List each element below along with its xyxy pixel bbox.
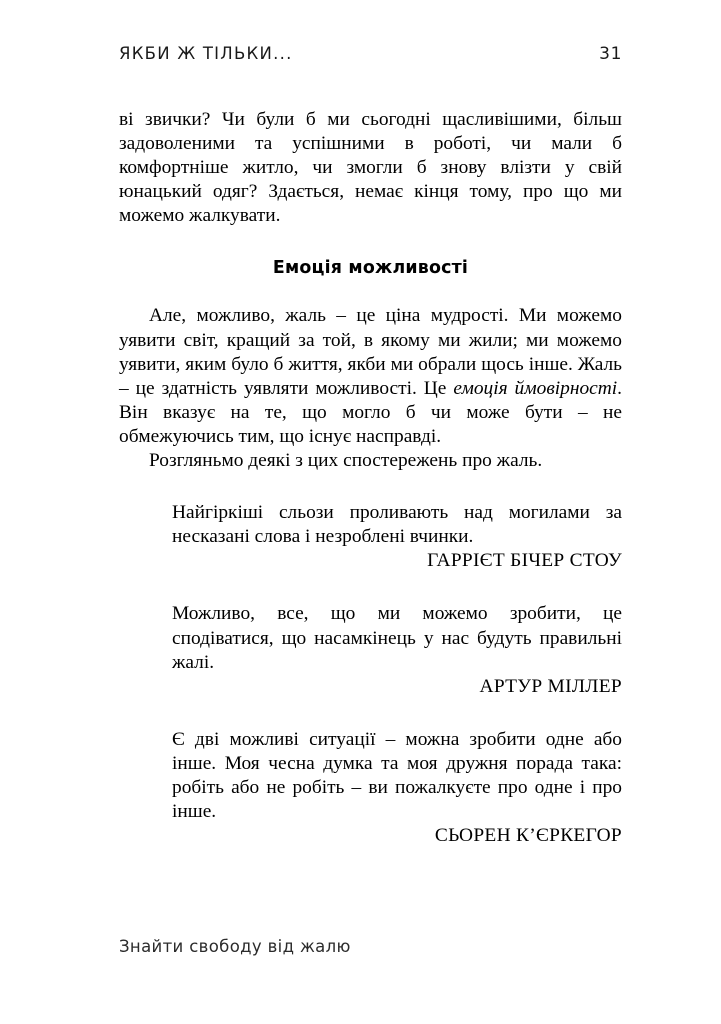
quotation-author: АРТУР МІЛЛЕР bbox=[479, 675, 622, 697]
spacer-before-quote-3 bbox=[119, 699, 622, 728]
page-number: 31 bbox=[599, 44, 622, 64]
quotation-text: Можливо, все, що ми можемо зробити, це сподіватися, що насамкінець у нас будуть правильні жалі. bbox=[172, 603, 622, 673]
paragraph-text-part-1: Але, можливо, жаль – це ціна мудрості. Ми можемо уявити світ, кращий за той, в якому ми жили; ми можемо уявити, яким було б життя, якби ми обрали щось інше. Жаль – це здатність уявляти можливості. Це bbox=[119, 305, 622, 399]
quotation-author: ГАРРІЄТ БІЧЕР СТОУ bbox=[427, 550, 622, 572]
footer-note: Знайти свободу від жалю bbox=[119, 937, 351, 956]
emphasis-emotion-of-probability: емоція ймовірності bbox=[453, 377, 618, 399]
quotation-block bbox=[119, 728, 622, 848]
paragraph-emotion-of-possibility bbox=[119, 304, 622, 449]
paragraph-continued: ві звички? Чи були б ми сьогодні щасливішими, більш задоволеними та успішними в роботі, чи мали б комфортніше житло, чи змогли б знову влізти у свій юнацький одяг? Здається, немає кінця тому, про що ми можемо жалкувати. bbox=[119, 109, 622, 227]
quotation-author: СЬОРЕН К’ЄРКЕГОР bbox=[434, 825, 622, 847]
spacer-before-quote-1 bbox=[119, 473, 622, 501]
quotation-text: Є дві можливі ситуації – можна зробити одне або інше. Моя чесна думка та моя дружня порада така: робіть або не робіть – ви пожалкуєте про одне і про інше. bbox=[172, 728, 622, 823]
spacer-before-heading bbox=[119, 228, 622, 258]
quotation-text: Найгіркіші сльози проливають над могилами за несказані слова і незроблені вчинки. bbox=[172, 502, 622, 548]
quotation-block bbox=[119, 602, 622, 698]
running-head-title: ЯКБИ Ж ТІЛЬКИ... bbox=[119, 44, 293, 63]
spacer-before-quote-2 bbox=[119, 573, 622, 602]
spacer-after-heading bbox=[119, 278, 622, 304]
section-heading: Емоція можливості bbox=[272, 258, 469, 279]
text-column bbox=[119, 108, 622, 848]
paragraph-lets-consider: Розгляньмо деякі з цих спостережень про жаль. bbox=[149, 450, 543, 472]
quotation-block bbox=[119, 501, 622, 573]
running-head bbox=[119, 44, 622, 70]
paragraph-text-part-2: . Він вказує на те, що могло б чи може бути – не обмежуючись тим, що існує насправді. bbox=[119, 377, 622, 447]
